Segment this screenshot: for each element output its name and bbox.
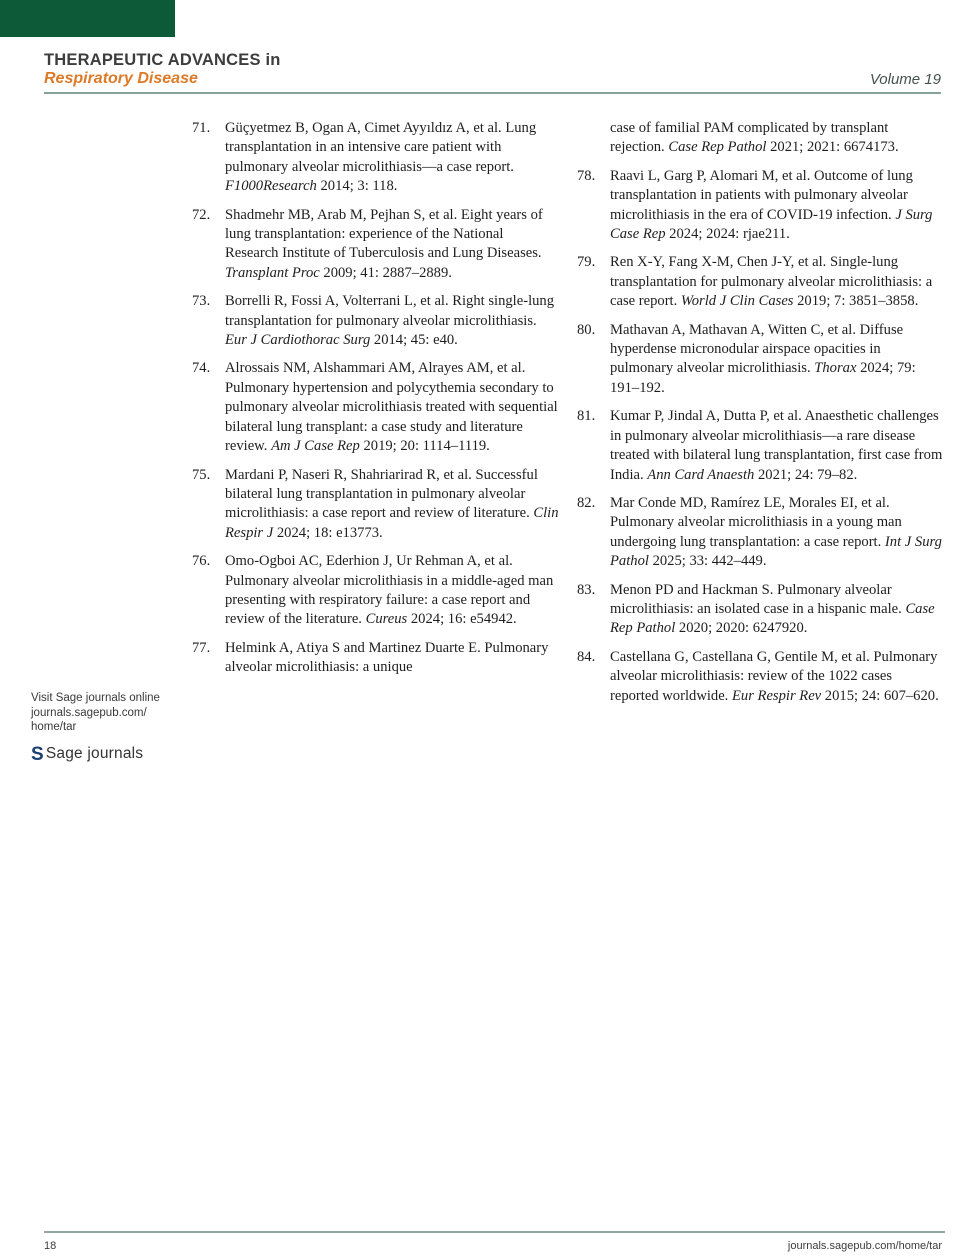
- reference-text: Menon PD and Hackman S. Pulmonary alveolar microlithiasis: an isolated case in a hispanic male. Case Rep Pathol 2020; 2020: 6247920.: [610, 581, 935, 637]
- reference-text: Mardani P, Naseri R, Shahriarirad R, et al. Successful bilateral lung transplantation in pulmonary alveolar microlithiasis: a case report and review of literature. Clin Respir J 2024; 18: e13773.: [225, 466, 559, 541]
- reference-item: [192, 359, 559, 456]
- reference-number: 75.: [192, 466, 211, 483]
- journal-masthead: [44, 51, 281, 88]
- sage-journals-logo: [31, 745, 189, 764]
- reference-text: Shadmehr MB, Arab M, Pejhan S, et al. Eight years of lung transplantation: experience of the National Research Institute of Tuberculosis and Lung Diseases. Transplant Proc 2009; 41: 2887–2889.: [225, 206, 543, 281]
- journal-title-line2: Respiratory Disease: [44, 70, 198, 87]
- footer-journal-url: journals.sagepub.com/home/tar: [787, 1240, 942, 1252]
- sidebar-visit-text: Visit Sage journals online: [31, 692, 160, 704]
- sidebar-journal-note: [31, 691, 189, 764]
- reference-item: [192, 639, 559, 678]
- page-number: 18: [44, 1240, 57, 1252]
- sage-logo-text: Sage journals: [45, 744, 144, 762]
- reference-text: case of familial PAM complicated by transplant rejection. Case Rep Pathol 2021; 2021: 6674173.: [610, 120, 899, 156]
- reference-text: Castellana G, Castellana G, Gentile M, et al. Pulmonary alveolar microlithiasis: review of the 1022 cases reported worldwide. Eur Respir Rev 2015; 24: 607–620.: [610, 648, 939, 704]
- footer-divider: [44, 1231, 945, 1233]
- reference-number: 84.: [577, 648, 596, 665]
- reference-number: 82.: [577, 494, 596, 511]
- reference-item: [577, 581, 944, 639]
- journal-title-line1: THERAPEUTIC ADVANCES in: [44, 51, 281, 69]
- reference-item: [192, 119, 559, 197]
- reference-text: Mathavan A, Mathavan A, Witten C, et al. Diffuse hyperdense micronodular airspace opacities in pulmonary alveolar microlithiasis. Thorax 2024; 79: 191–192.: [610, 321, 916, 396]
- sidebar-journal-url-line2: home/tar: [31, 721, 77, 733]
- reference-number: 79.: [577, 254, 596, 271]
- reference-text: Alrossais NM, Alshammari AM, Alrayes AM, et al. Pulmonary hypertension and polycythemia secondary to pulmonary alveolar microlithiasis treated with sequential bilateral lung transplant: a case study and literature review. Am J Case Rep 2019; 20: 1114–1119.: [225, 360, 558, 455]
- references-column-left: [192, 119, 559, 687]
- reference-text: Helmink A, Atiya S and Martinez Duarte E. Pulmonary alveolar microlithiasis: a unique: [225, 639, 549, 676]
- reference-number: 77.: [192, 639, 211, 656]
- reference-number: 80.: [577, 321, 596, 338]
- reference-number: 71.: [192, 120, 211, 136]
- reference-text: Güçyetmez B, Ogan A, Cimet Ayyıldız A, et al. Lung transplantation in an intensive care patient with pulmonary alveolar microlithiasis—a case report. F1000Research 2014; 3: 118.: [225, 120, 537, 195]
- reference-number: 74.: [192, 360, 211, 377]
- reference-number: 72.: [192, 206, 211, 223]
- reference-text: Raavi L, Garg P, Alomari M, et al. Outcome of lung transplantation in patients with pulmonary alveolar microlithiasis in the era of COVID-19 infection. J Surg Case Rep 2024; 2024: rjae211.: [610, 167, 933, 243]
- reference-number: 73.: [192, 293, 211, 310]
- reference-number: 81.: [577, 408, 596, 425]
- reference-item: [192, 206, 559, 284]
- header-divider: [44, 92, 941, 94]
- reference-number: 83.: [577, 581, 596, 598]
- reference-item: [577, 253, 944, 311]
- reference-item: [577, 167, 944, 245]
- reference-text: Ren X-Y, Fang X-M, Chen J-Y, et al. Single-lung transplantation for pulmonary alveolar microlithiasis: a case report. World J Clin Cases 2019; 7: 3851–3858.: [610, 254, 933, 310]
- sidebar-journal-url-line1: journals.sagepub.com/: [31, 706, 147, 719]
- reference-text: Omo-Ogboi AC, Ederhion J, Ur Rehman A, et al. Pulmonary alveolar microlithiasis in a middle-aged man presenting with respiratory failure: a case report and review of the literature. Cureus 2024; 16: e54942.: [225, 553, 554, 628]
- reference-item: [192, 466, 559, 544]
- journal-brand-color-block: [0, 0, 175, 37]
- reference-item: [577, 648, 944, 706]
- reference-item: [577, 407, 944, 485]
- reference-item: [577, 494, 944, 572]
- reference-text: Kumar P, Jindal A, Dutta P, et al. Anaesthetic challenges in pulmonary alveolar microlithiasis—a rare disease treated with bilateral lung transplantation, first case from India. Ann Card Anaesth 2021; 24: 79–82.: [610, 408, 943, 483]
- reference-item: [577, 321, 944, 399]
- reference-item: [192, 292, 559, 350]
- reference-text: Borrelli R, Fossi A, Volterrani L, et al. Right single-lung transplantation for pulmonary alveolar microlithiasis. Eur J Cardiothorac Surg 2014; 45: e40.: [225, 293, 555, 349]
- volume-label: Volume 19: [869, 71, 941, 88]
- reference-number: 78.: [577, 167, 596, 184]
- references-column-right: [577, 119, 944, 715]
- reference-item: [192, 552, 559, 630]
- sage-s-icon: S: [31, 743, 44, 765]
- reference-text: Mar Conde MD, Ramírez LE, Morales EI, et al. Pulmonary alveolar microlithiasis in a young man undergoing lung transplantation: a case report. Int J Surg Pathol 2025; 33: 442–449.: [610, 494, 942, 570]
- reference-item: [577, 119, 944, 158]
- reference-number: 76.: [192, 553, 211, 570]
